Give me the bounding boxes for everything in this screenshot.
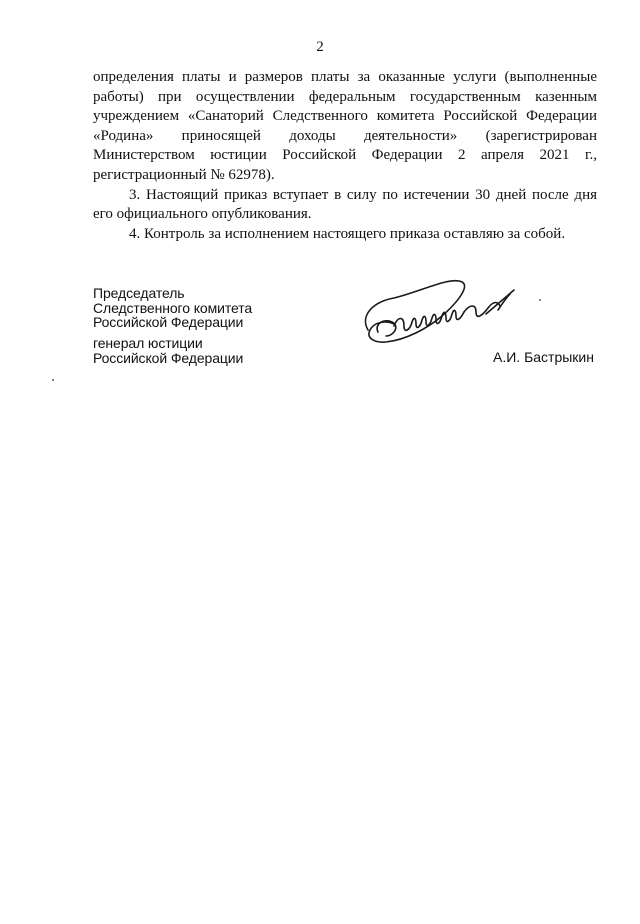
paragraph-item-4: 4. Контроль за исполнением настоящего приказа оставляю за собой. [129, 225, 566, 242]
signatory-rank-line: генерал юстиции [93, 335, 203, 351]
paragraph-continuation: определения платы и размеров платы за оказанные услуги (выполненные работы) при осуществлении федеральным государственным казенным учреждением «Санаторий Следственного комитета Российской Федерации «Родина» приносящей доходы деятельности» (зарегистрирован Министерством юстиции Российской Федерации 2 апреля 2021 г., регистрационный № 62978). [93, 69, 597, 183]
signatory-rank [93, 336, 243, 365]
signatory-title-line: Российской Федерации [93, 314, 244, 330]
page-number: 2 [316, 39, 324, 55]
document-body [93, 68, 597, 244]
signatory-title-line: Следственного комитета [93, 299, 253, 316]
signer-name: А.И. Бастрыкин [493, 349, 594, 365]
scan-speck [52, 379, 54, 381]
signatory-title-line: Председатель [93, 285, 185, 301]
signatory-rank-line: Российской Федерации [93, 349, 244, 366]
paragraph-item-3: 3. Настоящий приказ вступает в силу по истечении 30 дней после дня его официального опубликования. [93, 186, 597, 223]
signatory-title [93, 286, 252, 330]
